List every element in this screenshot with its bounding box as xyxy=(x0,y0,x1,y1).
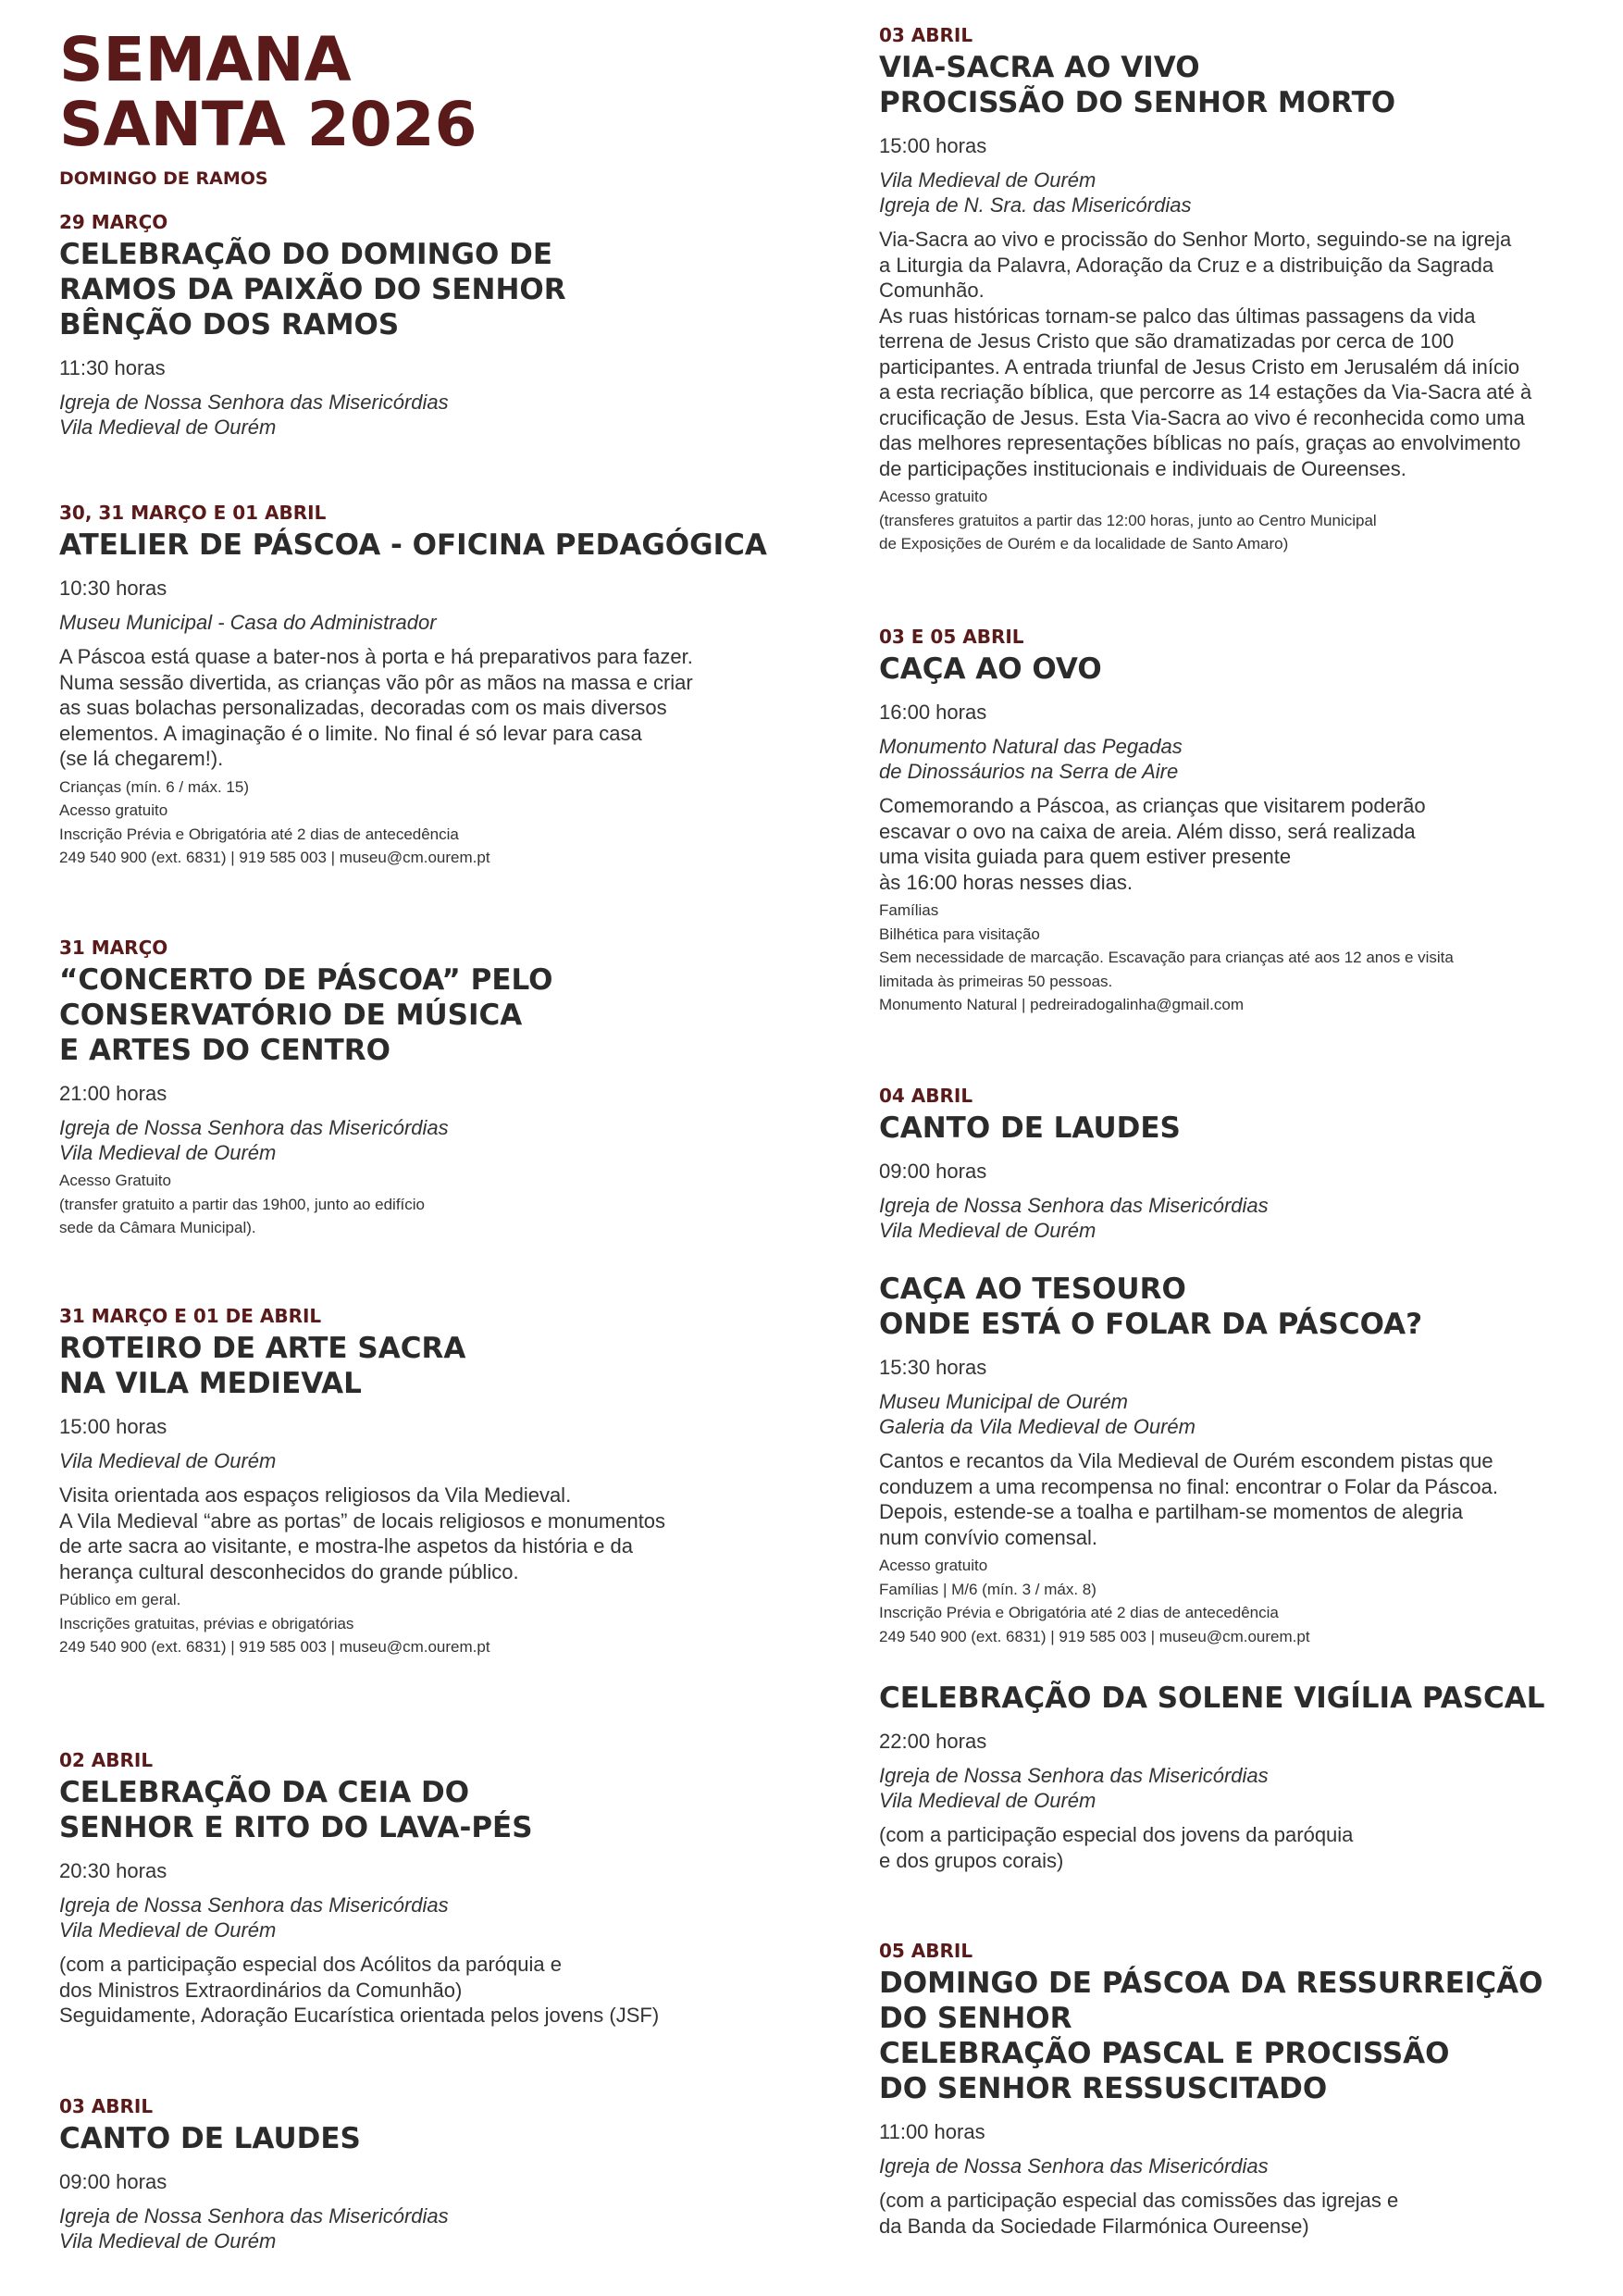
event-time: 10:30 horas xyxy=(59,577,167,600)
event-item xyxy=(879,1677,1601,1873)
event-time: 15:00 horas xyxy=(59,1415,167,1438)
event-location: Igreja de Nossa Senhora das Misericórdias Vila Medieval de Ourém xyxy=(59,391,449,439)
event-title: CAÇA AO OVO xyxy=(879,652,1102,686)
event-location: Igreja de Nossa Senhora das Misericórdias Vila Medieval de Ourém xyxy=(879,1194,1269,1242)
event-time: 20:30 horas xyxy=(59,1859,167,1882)
event-description: (com a participação especial dos Acólitos da paróquia e dos Ministros Extraordinários da Comunhão) Seguidamente, Adoração Eucarística orientada pelos jovens (JSF) xyxy=(59,1953,660,2027)
event-notes: Público em geral. Inscrições gratuitas, prévias e obrigatórias 249 540 900 (ext. 6831) | 919 585 003 | museu@cm.ourem.pt xyxy=(59,1591,490,1656)
event-item xyxy=(879,1940,1601,2239)
event-title: CANTO DE LAUDES xyxy=(59,2122,361,2155)
event-time: 15:30 horas xyxy=(879,1356,987,1379)
event-item xyxy=(879,1268,1601,1648)
event-time: 11:30 horas xyxy=(59,356,166,379)
event-date: 04 ABRIL xyxy=(879,1085,973,1107)
event-time: 11:00 horas xyxy=(879,2120,985,2143)
event-time: 21:00 horas xyxy=(59,1082,167,1105)
section-label: DOMINGO DE RAMOS xyxy=(59,168,268,189)
event-title: CELEBRAÇÃO DO DOMINGO DE RAMOS DA PAIXÃO DO SENHOR BÊNÇÃO DOS RAMOS xyxy=(59,238,566,341)
event-title: CELEBRAÇÃO DA CEIA DO SENHOR E RITO DO LAVA-PÉS xyxy=(59,1776,533,1844)
event-location: Museu Municipal de Ourém Galeria da Vila Medieval de Ourém xyxy=(879,1390,1196,1438)
event-item xyxy=(879,24,1601,556)
event-title: CANTO DE LAUDES xyxy=(879,1111,1181,1145)
event-location: Igreja de Nossa Senhora das Misericórdias xyxy=(879,2154,1269,2178)
event-notes: Famílias Bilhética para visitação Sem necessidade de marcação. Escavação para crianças até aos 12 anos e visita limitada às primeiras 50 pessoas. Monumento Natural | pedreiradogalinha@gmail.com xyxy=(879,901,1454,1013)
event-item xyxy=(59,211,790,440)
event-time: 09:00 horas xyxy=(59,2170,167,2193)
event-title: ROTEIRO DE ARTE SACRA NA VILA MEDIEVAL xyxy=(59,1332,466,1400)
event-date: 31 MARÇO xyxy=(59,937,168,959)
event-item xyxy=(879,1085,1601,1243)
event-description: Cantos e recantos da Vila Medieval de Ourém escondem pistas que conduzem a uma recompensa no final: encontrar o Folar da Páscoa. Depois, estende-se a toalha e partilham-se momentos de alegria num convívio comensal. xyxy=(879,1449,1498,1549)
event-date: 03 ABRIL xyxy=(879,24,973,46)
page-title: SEMANA SANTA 2026 xyxy=(59,24,477,160)
event-title: CAÇA AO TESOURO ONDE ESTÁ O FOLAR DA PÁSCOA? xyxy=(879,1272,1423,1341)
event-time: 22:00 horas xyxy=(879,1730,987,1753)
event-date: 02 ABRIL xyxy=(59,1749,154,1771)
event-time: 09:00 horas xyxy=(879,1160,987,1183)
event-date: 03 E 05 ABRIL xyxy=(879,626,1024,648)
event-description: Via-Sacra ao vivo e procissão do Senhor Morto, seguindo-se na igreja a Liturgia da Palavra, Adoração da Cruz e a distribuição da Sagrada Comunhão. As ruas históricas tornam-se palco das últimas passagens da vida terrena de Jesus Cristo que são dramatizadas por cerca de 100 participantes. A entrada triunfal de Jesus Cristo em Jerusalém dá início a esta recriação bíblica, que percorre as 14 estações da Via-Sacra até à crucificação de Jesus. Esta Via-Sacra ao vivo é reconhecida como uma das melhores representações bíblicas no país, graças ao envolvimento de participações institucionais e individuais de Oureenses. xyxy=(879,228,1532,480)
event-description: Visita orientada aos espaços religiosos da Vila Medieval. A Vila Medieval “abre as portas” de locais religiosos e monumentos de arte sacra ao visitante, e mostra-lhe aspetos da história e da herança cultural desconhecidos do grande público. xyxy=(59,1483,666,1583)
event-notes: Acesso Gratuito (transfer gratuito a partir das 19h00, junto ao edifício sede da Câmara Municipal). xyxy=(59,1172,426,1236)
event-location: Igreja de Nossa Senhora das Misericórdias Vila Medieval de Ourém xyxy=(59,1893,449,1942)
event-location: Vila Medieval de Ourém xyxy=(59,1449,277,1472)
event-location: Igreja de Nossa Senhora das Misericórdias Vila Medieval de Ourém xyxy=(879,1764,1269,1812)
event-item xyxy=(59,937,790,1240)
event-title: CELEBRAÇÃO DA SOLENE VIGÍLIA PASCAL xyxy=(879,1682,1545,1715)
event-date: 29 MARÇO xyxy=(59,211,168,233)
event-title: “CONCERTO DE PÁSCOA” PELO CONSERVATÓRIO DE MÚSICA E ARTES DO CENTRO xyxy=(59,963,553,1067)
event-item xyxy=(59,1305,790,1659)
event-location: Museu Municipal - Casa do Administrador xyxy=(59,611,437,634)
event-location: Igreja de Nossa Senhora das Misericórdias Vila Medieval de Ourém xyxy=(59,2204,449,2253)
event-description: Comemorando a Páscoa, as crianças que visitarem poderão escavar o ovo na caixa de areia. Além disso, será realizada uma visita guiada para quem estiver presente às 16:00 horas nesses dias. xyxy=(879,794,1426,894)
event-notes: Acesso gratuito Famílias | M/6 (mín. 3 / máx. 8) Inscrição Prévia e Obrigatória até 2 dias de antecedência 249 540 900 (ext. 6831) | 919 585 003 | museu@cm.ourem.pt xyxy=(879,1557,1310,1645)
event-time: 16:00 horas xyxy=(879,701,987,724)
event-date: 30, 31 MARÇO E 01 ABRIL xyxy=(59,502,327,524)
event-title: ATELIER DE PÁSCOA - OFICINA PEDAGÓGICA xyxy=(59,528,767,562)
event-date: 31 MARÇO E 01 DE ABRIL xyxy=(59,1305,322,1327)
event-description: A Páscoa está quase a bater-nos à porta e há preparativos para fazer. Numa sessão divertida, as crianças vão pôr as mãos na massa e criar as suas bolachas personalizadas, decoradas com os mais diversos elementos. A imaginação é o limite. No final é só levar para casa (se lá chegarem!). xyxy=(59,645,693,770)
event-location: Vila Medieval de Ourém Igreja de N. Sra. das Misericórdias xyxy=(879,168,1192,217)
event-title: VIA-SACRA AO VIVO PROCISSÃO DO SENHOR MORTO xyxy=(879,51,1396,119)
event-date: 03 ABRIL xyxy=(59,2095,154,2117)
event-item xyxy=(879,626,1601,1017)
event-notes: Crianças (mín. 6 / máx. 15) Acesso gratuito Inscrição Prévia e Obrigatória até 2 dias de antecedência 249 540 900 (ext. 6831) | 919 585 003 | museu@cm.ourem.pt xyxy=(59,777,490,866)
event-location: Monumento Natural das Pegadas de Dinossáurios na Serra de Aire xyxy=(879,735,1183,783)
event-notes: Acesso gratuito (transferes gratuitos a partir das 12:00 horas, junto ao Centro Municipal de Exposições de Ourém e da localidade de Santo Amaro) xyxy=(879,488,1377,552)
event-item xyxy=(59,502,790,870)
event-item xyxy=(59,2095,790,2253)
event-description: (com a participação especial das comissões das igrejas e da Banda da Sociedade Filarmónica Oureense) xyxy=(879,2189,1399,2238)
event-date: 05 ABRIL xyxy=(879,1940,973,1962)
event-time: 15:00 horas xyxy=(879,134,987,157)
event-location: Igreja de Nossa Senhora das Misericórdias Vila Medieval de Ourém xyxy=(59,1116,449,1164)
event-item xyxy=(59,1749,790,2029)
event-description: (com a participação especial dos jovens da paróquia e dos grupos corais) xyxy=(879,1823,1354,1872)
event-title: DOMINGO DE PÁSCOA DA RESSURREIÇÃO DO SENHOR CELEBRAÇÃO PASCAL E PROCISSÃO DO SENHOR RESSUSCITADO xyxy=(879,1967,1543,2105)
